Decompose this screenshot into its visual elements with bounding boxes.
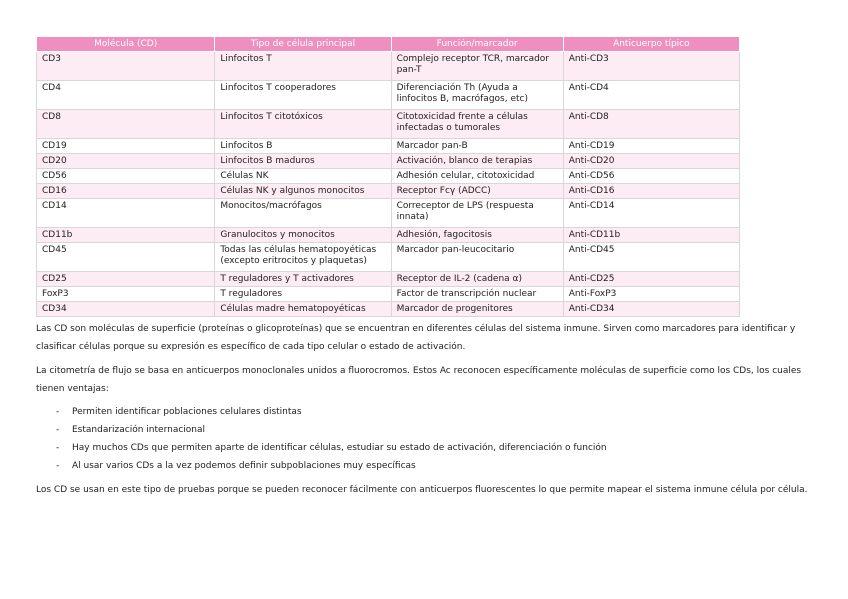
cell-function: Marcador pan-leucocitario bbox=[391, 243, 563, 272]
list-item bbox=[56, 457, 816, 475]
cell-function: Activación, blanco de terapias bbox=[391, 154, 563, 169]
cell-antibody: Anti-CD20 bbox=[563, 154, 739, 169]
cell-function: Receptor Fcγ (ADCC) bbox=[391, 184, 563, 199]
cell-molecule: CD20 bbox=[37, 154, 215, 169]
header-cell-type: Tipo de célula principal bbox=[215, 37, 391, 52]
cell-antibody: Anti-CD8 bbox=[563, 110, 739, 139]
header-molecule: Molécula (CD) bbox=[37, 37, 215, 52]
cell-function: Factor de transcripción nuclear bbox=[391, 287, 563, 302]
cd-marker-table bbox=[36, 36, 740, 317]
header-antibody: Anticuerpo típico bbox=[563, 37, 739, 52]
paragraph-cd-usage: Los CD se usan en este tipo de pruebas porque se pueden reconocer fácilmente con anticuerpos fluorescentes lo que permite mapear el sistema inmune célula por célula. bbox=[36, 485, 808, 495]
cell-molecule: CD3 bbox=[37, 52, 215, 81]
table-row bbox=[37, 154, 740, 169]
cell-function: Adhesión, fagocitosis bbox=[391, 228, 563, 243]
cell-antibody: Anti-CD25 bbox=[563, 272, 739, 287]
cell-antibody: Anti-CD45 bbox=[563, 243, 739, 272]
cell-cell-type: Células NK y algunos monocitos bbox=[215, 184, 391, 199]
cell-cell-type: Linfocitos B maduros bbox=[215, 154, 391, 169]
paragraph-cd-definition: Las CD son moléculas de superficie (proteínas o glicoproteínas) que se encuentran en diferentes células del sistema inmune. Sirven como marcadores para identificar y clasificar células porque su expresión es específico de cada tipo celular o estado de activación. bbox=[36, 324, 796, 352]
list-item-text: Permiten identificar poblaciones celulares distintas bbox=[72, 407, 302, 417]
list-item bbox=[56, 421, 816, 439]
cell-antibody: Anti-CD14 bbox=[563, 199, 739, 228]
table-row bbox=[37, 243, 740, 272]
cell-function: Marcador de progenitores bbox=[391, 302, 563, 317]
cell-cell-type: Linfocitos T cooperadores bbox=[215, 81, 391, 110]
cell-antibody: Anti-CD34 bbox=[563, 302, 739, 317]
table-row bbox=[37, 110, 740, 139]
cell-antibody: Anti-CD11b bbox=[563, 228, 739, 243]
table-row bbox=[37, 287, 740, 302]
cell-cell-type: Todas las células hematopoyéticas (excepto eritrocitos y plaquetas) bbox=[215, 243, 391, 272]
cell-antibody: Anti-CD19 bbox=[563, 139, 739, 154]
cell-antibody: Anti-CD56 bbox=[563, 169, 739, 184]
cell-molecule: CD14 bbox=[37, 199, 215, 228]
table-row bbox=[37, 228, 740, 243]
cell-molecule: CD8 bbox=[37, 110, 215, 139]
list-dash: - bbox=[56, 461, 60, 471]
list-item bbox=[56, 439, 816, 457]
cell-antibody: Anti-CD4 bbox=[563, 81, 739, 110]
table-row bbox=[37, 199, 740, 228]
cell-cell-type: Células NK bbox=[215, 169, 391, 184]
cell-molecule: FoxP3 bbox=[37, 287, 215, 302]
table-row bbox=[37, 302, 740, 317]
cell-molecule: CD56 bbox=[37, 169, 215, 184]
cell-function: Complejo receptor TCR, marcador pan-T bbox=[391, 52, 563, 81]
cell-cell-type: Linfocitos B bbox=[215, 139, 391, 154]
cell-molecule: CD4 bbox=[37, 81, 215, 110]
table-row bbox=[37, 184, 740, 199]
cell-molecule: CD11b bbox=[37, 228, 215, 243]
list-item-text: Al usar varios CDs a la vez podemos definir subpoblaciones muy específicas bbox=[72, 461, 416, 471]
cell-function: Marcador pan-B bbox=[391, 139, 563, 154]
list-dash: - bbox=[56, 425, 60, 435]
cell-cell-type: T reguladores bbox=[215, 287, 391, 302]
cell-cell-type: Granulocitos y monocitos bbox=[215, 228, 391, 243]
list-item-text: Estandarización internacional bbox=[72, 425, 206, 435]
table-row bbox=[37, 272, 740, 287]
cell-molecule: CD19 bbox=[37, 139, 215, 154]
cell-cell-type: Células madre hematopoyéticas bbox=[215, 302, 391, 317]
table-header-row bbox=[37, 37, 740, 52]
list-item-text: Hay muchos CDs que permiten aparte de identificar células, estudiar su estado de activación, diferenciación o función bbox=[72, 443, 607, 453]
cell-function: Adhesión celular, citotoxicidad bbox=[391, 169, 563, 184]
cell-antibody: Anti-CD16 bbox=[563, 184, 739, 199]
cell-function: Citotoxicidad frente a células infectadas o tumorales bbox=[391, 110, 563, 139]
cell-function: Receptor de IL-2 (cadena α) bbox=[391, 272, 563, 287]
cell-molecule: CD34 bbox=[37, 302, 215, 317]
cell-molecule: CD25 bbox=[37, 272, 215, 287]
cell-cell-type: T reguladores y T activadores bbox=[215, 272, 391, 287]
cell-cell-type: Linfocitos T citotóxicos bbox=[215, 110, 391, 139]
header-function: Función/marcador bbox=[391, 37, 563, 52]
cell-antibody: Anti-FoxP3 bbox=[563, 287, 739, 302]
list-dash: - bbox=[56, 443, 60, 453]
advantages-list bbox=[56, 403, 816, 475]
cell-molecule: CD45 bbox=[37, 243, 215, 272]
table-row bbox=[37, 81, 740, 110]
cell-cell-type: Monocitos/macrófagos bbox=[215, 199, 391, 228]
table-row bbox=[37, 52, 740, 81]
cell-cell-type: Linfocitos T bbox=[215, 52, 391, 81]
table-row bbox=[37, 139, 740, 154]
table-row bbox=[37, 169, 740, 184]
cell-molecule: CD16 bbox=[37, 184, 215, 199]
paragraph-flow-cytometry: La citometría de flujo se basa en anticuerpos monoclonales unidos a fluorocromos. Estos Ac reconocen específicamente moléculas de superficie como los CDs, los cuales tienen ventajas: bbox=[36, 366, 802, 394]
cell-antibody: Anti-CD3 bbox=[563, 52, 739, 81]
list-item bbox=[56, 403, 816, 421]
cell-function: Correceptor de LPS (respuesta innata) bbox=[391, 199, 563, 228]
cell-function: Diferenciación Th (Ayuda a linfocitos B, macrófagos, etc) bbox=[391, 81, 563, 110]
list-dash: - bbox=[56, 407, 60, 417]
